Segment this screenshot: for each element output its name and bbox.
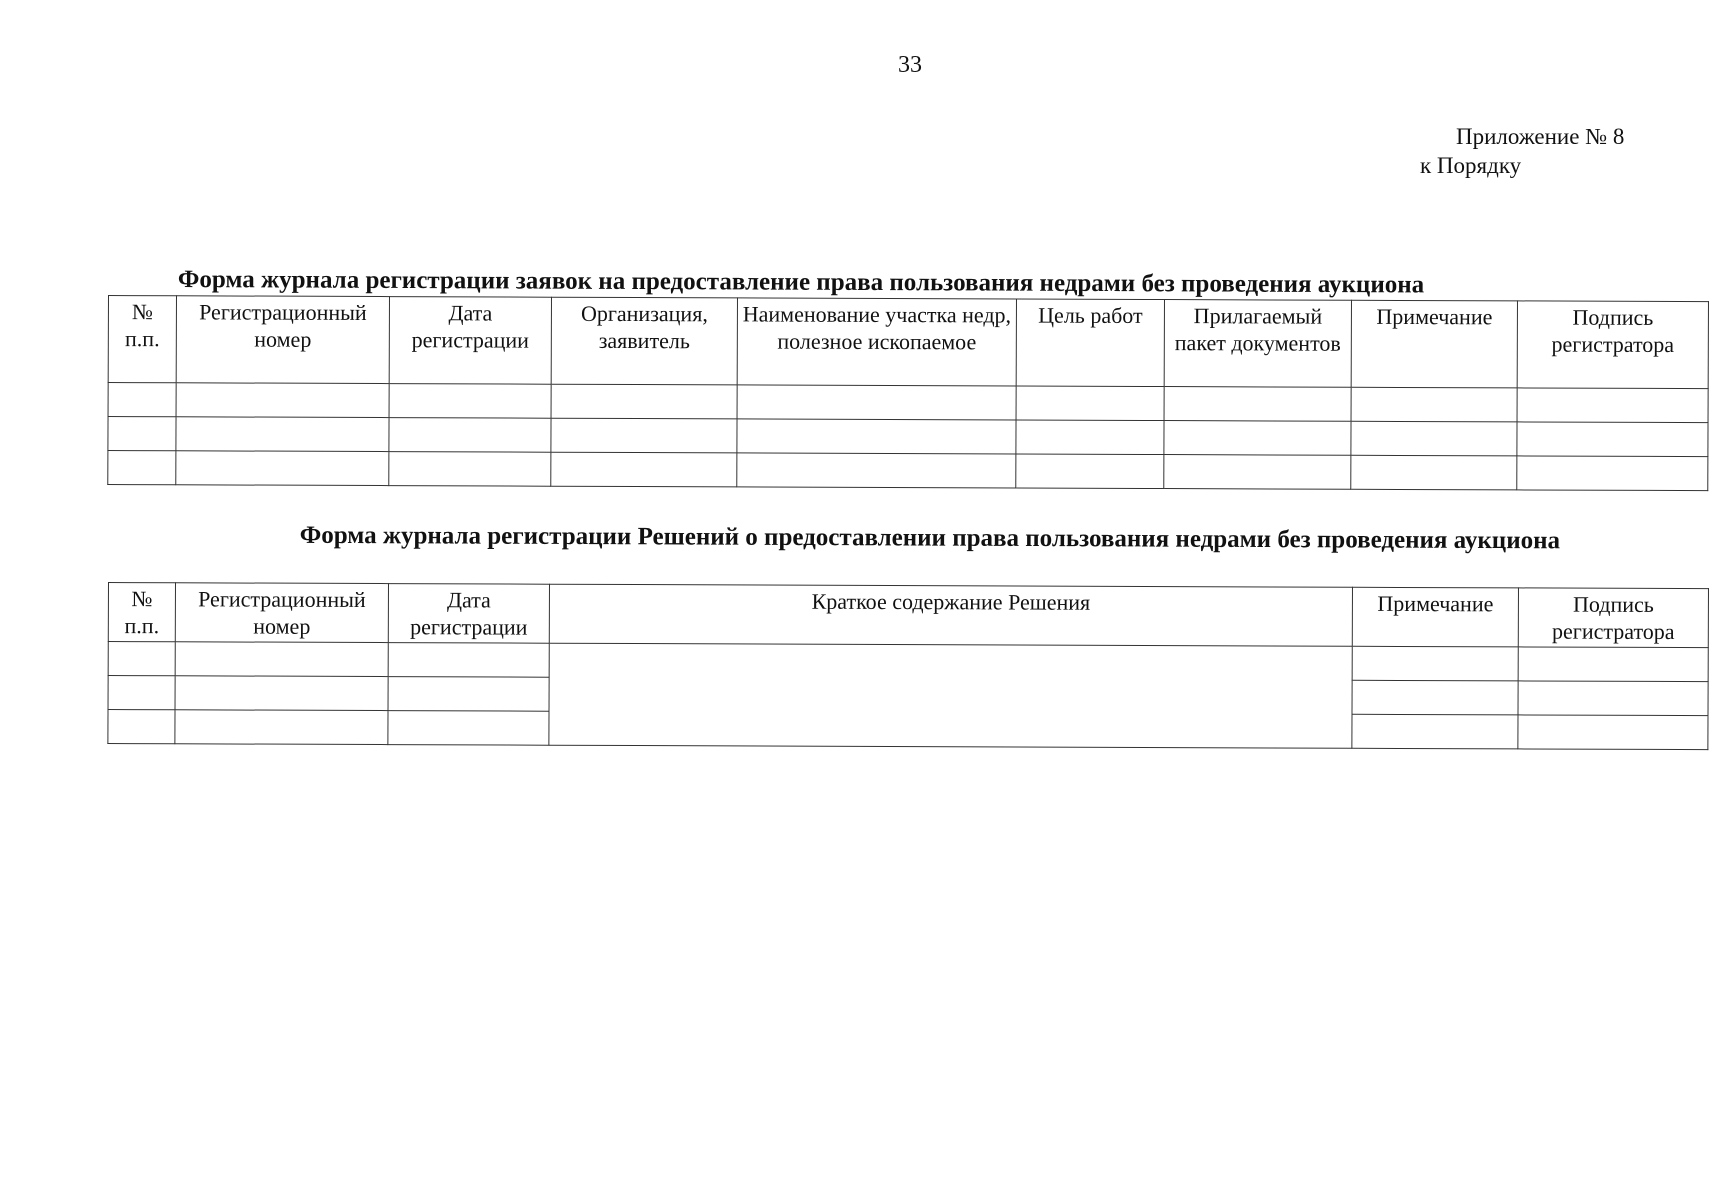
form2-title: Форма журнала регистрации Решений о предоставлении права пользования недрами без проведения аукциона: [299, 521, 1561, 555]
table-cell: [1518, 647, 1708, 682]
table-cell: [108, 383, 176, 417]
table-cell: [1016, 420, 1164, 455]
annex-reference: [1420, 122, 1624, 180]
table-cell: [1016, 454, 1164, 489]
header-signature: Подпись регистратора: [1518, 588, 1708, 648]
table-cell: [551, 452, 737, 487]
header-note: Примечание: [1351, 300, 1517, 388]
table-cell: [389, 452, 551, 487]
annex-parent-document: к Порядку: [1420, 153, 1522, 178]
table-cell: [1517, 388, 1708, 423]
table-cell: [737, 419, 1016, 454]
header-num: № п.п.: [108, 583, 175, 642]
header-num: № п.п.: [108, 296, 176, 383]
header-documents: Прилагаемый пакет документов: [1164, 300, 1351, 388]
header-reg-number: Регистрационный номер: [175, 583, 388, 643]
table-cell: [1517, 456, 1708, 491]
header-reg-number: Регистрационный номер: [176, 296, 389, 384]
table-cell: [737, 453, 1016, 488]
header-signature: Подпись регистратора: [1517, 301, 1708, 389]
table-cell: [108, 451, 176, 485]
table-cell: [388, 643, 549, 678]
table-cell: [1164, 387, 1351, 422]
table-cell: [1352, 714, 1518, 749]
table-cell: [1351, 455, 1517, 490]
table-cell: [108, 417, 176, 451]
table-cell: [551, 384, 737, 419]
table-row: [108, 451, 1708, 491]
header-site-name: Наименование участка недр, полезное ископаемое: [737, 298, 1016, 386]
summary-cell: [549, 643, 1352, 748]
page-number: 33: [898, 52, 922, 78]
table-header-row: [108, 583, 1708, 648]
table-cell: [1517, 422, 1708, 457]
table-cell: [737, 385, 1016, 420]
table-cell: [108, 676, 175, 710]
form1-title: Форма журнала регистрации заявок на предоставление права пользования недрами без проведения аукциона: [177, 266, 1425, 299]
header-summary: Краткое содержание Решения: [549, 584, 1352, 646]
table-cell: [1351, 421, 1517, 456]
table-cell: [388, 711, 549, 746]
header-reg-date: Дата регистрации: [388, 584, 549, 644]
table-cell: [1352, 680, 1518, 715]
decisions-journal-table: [107, 582, 1709, 750]
header-organization: Организация, заявитель: [551, 297, 737, 385]
table-cell: [1016, 386, 1164, 421]
table-cell: [1164, 455, 1351, 490]
table-cell: [1351, 387, 1517, 422]
table-cell: [176, 417, 389, 452]
table-cell: [176, 451, 389, 486]
table-cell: [175, 710, 388, 745]
header-note: Примечание: [1352, 587, 1518, 647]
header-reg-date: Дата регистрации: [389, 297, 551, 385]
header-purpose: Цель работ: [1016, 299, 1164, 387]
table-cell: [388, 677, 549, 712]
table-cell: [176, 383, 389, 418]
table-cell: [175, 676, 388, 711]
table-cell: [1352, 646, 1518, 681]
table-cell: [1518, 715, 1708, 750]
table-cell: [108, 710, 175, 744]
applications-journal-table: [107, 295, 1709, 491]
table-cell: [551, 418, 737, 453]
table-header-row: [108, 296, 1708, 389]
table-cell: [1518, 681, 1708, 716]
table-cell: [1164, 421, 1351, 456]
table-cell: [389, 418, 551, 453]
table-cell: [175, 642, 388, 677]
table-cell: [108, 642, 175, 676]
table-cell: [389, 384, 551, 419]
annex-number: Приложение № 8: [1456, 124, 1625, 149]
